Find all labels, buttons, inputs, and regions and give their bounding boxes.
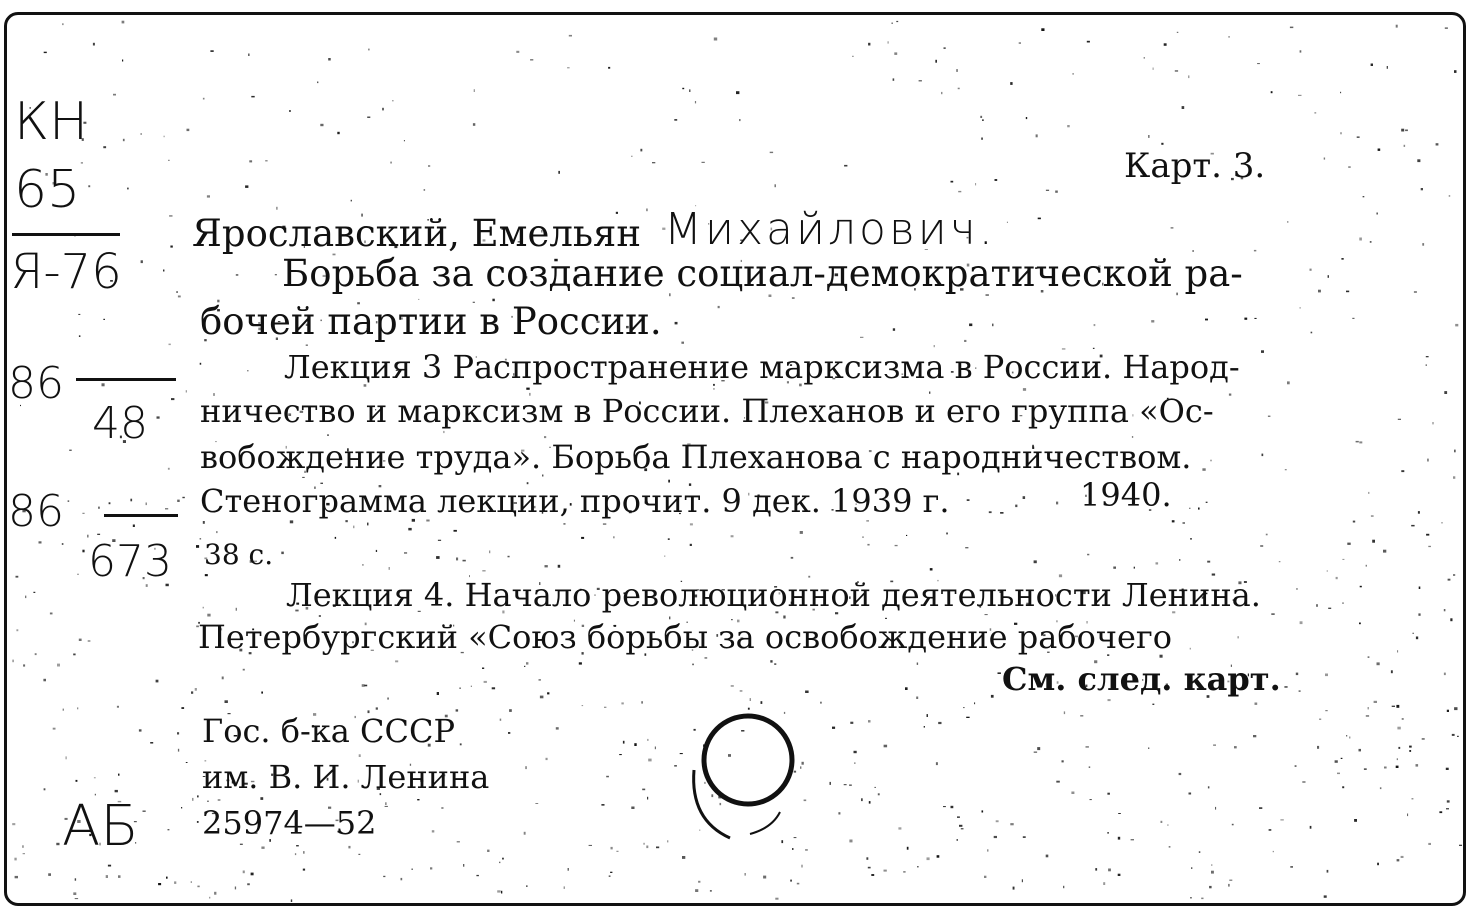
- title-line-2: бочей партии в России.: [200, 300, 662, 343]
- lecture3-line-4: Стенограмма лекции, прочит. 9 дек. 1939 г.: [200, 482, 950, 520]
- lecture4-line-2: Петербургский «Союз борьбы за освобождение рабочего: [198, 618, 1172, 656]
- shelfmark-kh: КН: [14, 92, 89, 152]
- lecture3-line-2: ничество и марксизм в России. Плеханов и его группа «Ос-: [200, 392, 1214, 430]
- title-line-1: Борьба за создание социал-демократической ра-: [282, 252, 1243, 295]
- library-named-after: им. В. И. Ленина: [202, 758, 490, 796]
- shelfmark-86-rule: [76, 378, 176, 381]
- lecture3-pages: 38 с.: [204, 538, 274, 571]
- shelfmark-ya76: Я-76: [10, 244, 122, 300]
- shelfmark-ab: АБ: [62, 794, 139, 859]
- punch-hole: [680, 700, 810, 850]
- shelfmark-86b: 86: [8, 486, 64, 537]
- continued-note: См. след. карт.: [1002, 660, 1281, 698]
- lecture4-line-1: Лекция 4. Начало революционной деятельности Ленина.: [286, 576, 1261, 614]
- lecture3-line-1: Лекция 3 Распространение марксизма в России. Народ-: [284, 348, 1240, 386]
- lecture3-line-3: вобождение труда». Борьба Плеханова с народничеством.: [200, 438, 1192, 476]
- library-name: Гос. б-ка СССР: [202, 712, 456, 750]
- card-number: Карт. 3.: [1124, 146, 1266, 186]
- shelfmark-divider: [12, 233, 120, 236]
- year-handwritten: 1940.: [1080, 476, 1172, 514]
- shelfmark-86: 86: [8, 358, 64, 409]
- shelfmark-673: 673: [88, 536, 172, 587]
- author-patronymic-handwritten: Михайлович.: [664, 204, 996, 255]
- shelfmark-48: 48: [92, 398, 148, 449]
- shelfmark-86b-rule: [104, 514, 178, 517]
- author-name: Ярославский, Емельян: [192, 212, 641, 255]
- library-order-number: 25974—52: [202, 804, 377, 842]
- shelfmark-65: 65: [14, 160, 81, 220]
